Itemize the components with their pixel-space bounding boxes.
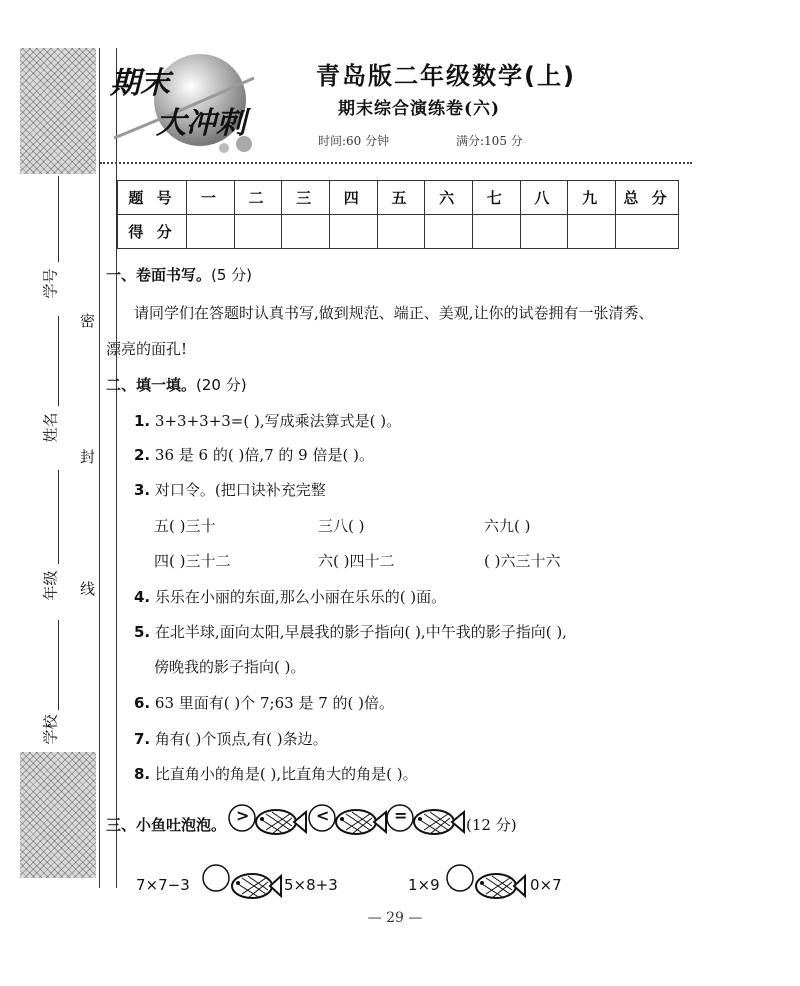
side-label-grade: 年级 [41, 570, 60, 601]
section-3-heading: 三、小鱼吐泡泡。 [106, 816, 227, 834]
binding-pattern-top [20, 48, 96, 174]
expression: 1×9 [408, 876, 440, 894]
question-6: 6. 63 里面有( )个 7;63 是 7 的( )倍。 [134, 694, 395, 712]
question-2: 2. 36 是 6 的( )倍,7 的 9 倍是( )。 [134, 446, 374, 464]
table-cell: 五 [377, 181, 425, 215]
question-5-continued: 傍晚我的影子指向( )。 [154, 658, 306, 676]
answer-fish[interactable] [446, 860, 526, 904]
bubble-symbol: = [394, 806, 408, 825]
answer-fish[interactable] [202, 860, 282, 904]
section-title: 一、卷面书写。 [106, 266, 212, 284]
table-cell: 题 号 [118, 181, 187, 215]
logo-text-1: 期末 [110, 66, 170, 101]
side-underline-3 [58, 470, 59, 564]
exam-time: 时间:60 分钟 [318, 134, 390, 148]
bubble-symbol: < [316, 806, 330, 825]
rhyme-item: 三八( ) [318, 517, 365, 535]
fish-greater-than [228, 800, 308, 840]
table-cell: 二 [234, 181, 282, 215]
seal-char-feng: 封 [80, 448, 96, 466]
side-underline-4 [58, 620, 59, 710]
question-text: 63 里面有( )个 7;63 是 7 的( )倍。 [154, 694, 395, 712]
section-1-heading [106, 264, 252, 285]
question-text: 角有( )个顶点,有( )条边。 [154, 730, 328, 748]
question-text: 3+3+3+3=( ),写成乘法算式是( )。 [154, 412, 402, 430]
score-input-cell[interactable] [616, 215, 679, 249]
page-subtitle: 期末综合演练卷(六) [338, 99, 501, 119]
table-cell: 八 [520, 181, 568, 215]
header-divider [100, 162, 692, 164]
expression: 7×7−3 [136, 876, 190, 894]
section-points: (20 分) [196, 376, 247, 394]
score-input-cell[interactable] [425, 215, 473, 249]
section-1-line-1: 请同学们在答题时认真书写,做到规范、端正、美观,让你的试卷拥有一张清秀、 [134, 304, 654, 322]
section-points: (5 分) [211, 266, 253, 284]
score-input-cell[interactable] [472, 215, 520, 249]
question-text: 乐乐在小丽的东面,那么小丽在乐乐的( )面。 [154, 588, 447, 606]
section-title: 二、填一填。 [106, 376, 197, 394]
question-7: 7. 角有( )个顶点,有( )条边。 [134, 730, 328, 748]
page-number: — 29 — [367, 910, 423, 926]
table-cell: 四 [329, 181, 377, 215]
bubble-symbol: > [236, 806, 250, 825]
expression: 0×7 [530, 876, 562, 894]
score-input-cell[interactable] [187, 215, 235, 249]
rhyme-item: 六( )四十二 [318, 552, 395, 570]
score-input-cell[interactable] [282, 215, 330, 249]
page-title: 青岛版二年级数学(上) [316, 62, 576, 90]
score-table-score-row [118, 215, 679, 249]
rhyme-item: 六九( ) [484, 517, 531, 535]
table-cell: 六 [425, 181, 473, 215]
score-table [117, 180, 679, 249]
question-5: 5. 在北半球,面向太阳,早晨我的影子指向( ),中午我的影子指向( ), [134, 623, 567, 641]
seal-char-xian: 线 [80, 580, 96, 598]
fish-equals [386, 800, 466, 840]
score-input-cell[interactable] [234, 215, 282, 249]
question-1: 1. 3+3+3+3=( ),写成乘法算式是( )。 [134, 412, 402, 430]
score-input-cell[interactable] [329, 215, 377, 249]
table-cell: 一 [187, 181, 235, 215]
rhyme-item: 五( )三十 [154, 517, 216, 535]
exam-full-score: 满分:105 分 [456, 134, 523, 148]
score-table-header-row [118, 181, 679, 215]
fish-icon [202, 860, 282, 904]
side-label-student-id: 学号 [41, 268, 60, 299]
binding-line-outer [99, 48, 100, 888]
side-underline-1 [58, 176, 59, 262]
rhyme-item: ( )六三十六 [484, 552, 561, 570]
side-underline-2 [58, 316, 59, 406]
logo [104, 48, 264, 158]
question-text: 36 是 6 的( )倍,7 的 9 倍是( )。 [154, 446, 374, 464]
question-3: 3. 对口令。(把口诀补充完整 [134, 481, 326, 499]
section-1-line-2: 漂亮的面孔! [106, 340, 188, 358]
section-2-heading [106, 374, 247, 395]
logo-text-2: 大冲刺 [156, 106, 246, 141]
question-8: 8. 比直角小的角是( ),比直角大的角是( )。 [134, 765, 418, 783]
section-3-points: (12 分) [466, 816, 517, 834]
question-text: 对口令。(把口诀补充完整 [154, 481, 326, 499]
score-input-cell[interactable] [568, 215, 616, 249]
expression: 5×8+3 [284, 876, 338, 894]
rhyme-item: 四( )三十二 [154, 552, 231, 570]
table-cell: 九 [568, 181, 616, 215]
side-label-name: 姓名 [41, 412, 60, 443]
fish-icon [446, 860, 526, 904]
binding-pattern-bottom [20, 752, 96, 878]
fish-less-than [308, 800, 388, 840]
seal-char-mi: 密 [80, 312, 96, 330]
table-cell: 总 分 [616, 181, 679, 215]
table-cell: 得 分 [118, 215, 187, 249]
side-label-school: 学校 [41, 714, 60, 745]
score-input-cell[interactable] [377, 215, 425, 249]
binding-line-inner [116, 48, 117, 888]
question-4: 4. 乐乐在小丽的东面,那么小丽在乐乐的( )面。 [134, 588, 447, 606]
table-cell: 七 [472, 181, 520, 215]
table-cell: 三 [282, 181, 330, 215]
question-text: 比直角小的角是( ),比直角大的角是( )。 [154, 765, 418, 783]
question-text: 在北半球,面向太阳,早晨我的影子指向( ),中午我的影子指向( ), [154, 623, 567, 641]
score-input-cell[interactable] [520, 215, 568, 249]
